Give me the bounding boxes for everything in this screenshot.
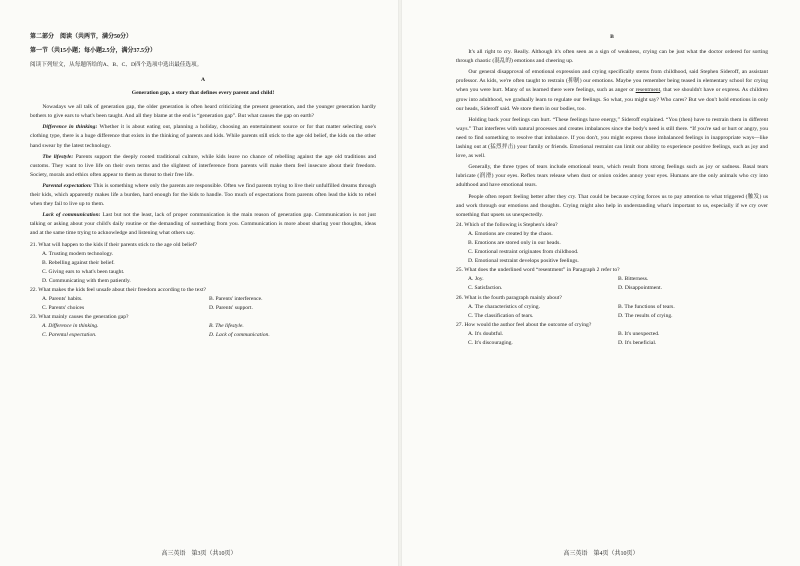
- paragraph: It's all right to cry. Really. Although it's often seen as a sign of weakness, crying can be just what the doctor ordered for sorting through chaotic (混乱的) emotions and cheering up.: [456, 49, 768, 65]
- option-row: [456, 284, 768, 293]
- questions-a: [30, 241, 376, 341]
- paragraph: Generally, the three types of tears include emotional tears, which result from strong feelings such as joy or sadness. Basal tears lubricate (润滑) your eyes. Reflex tears release when dust or onion oxides annoy your eyes. Humans are the only animals who cry into adulthood and have emotional tears.: [456, 164, 768, 189]
- answer-option[interactable]: D. Communicating with them patiently.: [42, 277, 131, 284]
- answer-option[interactable]: D. It's beneficial.: [618, 340, 657, 346]
- question-stem: 23. What mainly causes the generation gap?: [30, 314, 129, 321]
- page-footer: 高三英语 第4页（共10页）: [563, 551, 639, 557]
- answer-option[interactable]: A. It's doubtful.: [468, 330, 504, 337]
- answer-option[interactable]: A. Difference in thinking.: [42, 323, 99, 330]
- answer-option[interactable]: A. The characteristics of crying.: [468, 303, 540, 310]
- option-row: [30, 295, 376, 304]
- question-stem: 25. What does the underlined word “resentment” in Paragraph 2 refer to?: [456, 267, 620, 274]
- answer-option[interactable]: B. Emotions are stored only in our heads.: [468, 239, 561, 246]
- answer-option[interactable]: C. Parents' choices: [42, 305, 85, 312]
- option-row: [456, 303, 768, 312]
- answer-option[interactable]: A. Trusting modern technology.: [42, 250, 114, 257]
- paragraph: The lifestyle: Parents support the deeply rooted traditional culture, while kids leave no chance of rebelling against the age old traditions and customs. They want to live life on their own terms and the slightest of interference from parents will make them feel insecure about their freedom. Society, morals and ethics often appear to them as threat to their free life.: [30, 153, 376, 178]
- passage-letter-a: A: [200, 77, 206, 83]
- option-row: [30, 304, 376, 313]
- answer-option[interactable]: B. Bitterness.: [618, 276, 649, 283]
- answer-option[interactable]: B. The functions of tears.: [618, 303, 675, 310]
- option-row: [30, 331, 376, 340]
- answer-option[interactable]: A. Joy.: [468, 276, 484, 283]
- option-row: [456, 312, 768, 321]
- passage-a-body: [30, 103, 376, 238]
- page-footer: 高三英语 第3页（共10页）: [161, 551, 237, 557]
- answer-option[interactable]: C. Giving ears to what's been taught.: [42, 268, 125, 275]
- answer-option[interactable]: B. Parents' interference.: [209, 296, 263, 303]
- question-stem: 26. What is the fourth paragraph mainly about?: [456, 294, 562, 301]
- question-stem: 22. What makes the kids feel unsafe about their freedom according to the text?: [30, 286, 207, 293]
- answer-option[interactable]: C. Satisfaction.: [468, 285, 503, 292]
- answer-option[interactable]: B. Rebelling against their belief.: [42, 259, 115, 266]
- answer-option[interactable]: C. The classification of tears.: [468, 312, 534, 319]
- paragraph-label: Lack of communication:: [42, 212, 101, 219]
- answer-option[interactable]: C. Parental expectation.: [42, 332, 97, 339]
- answer-option[interactable]: A. Emotions are created by the chaos.: [468, 230, 553, 237]
- answer-option[interactable]: A. Parents' habits.: [42, 296, 83, 303]
- right-page: [402, 0, 800, 566]
- question-stem: 27. How would the author feel about the outcome of crying?: [456, 321, 592, 328]
- paragraph: Lack of communication: Last but not the least, lack of proper communication is the main reason of generation gap. Communication is not just talking or asking about your child's daily routine or the demanding of something from you. Communication is more about sharing your thoughts, ideas and at the same time trying to acknowledge and listening what others say.: [30, 212, 376, 237]
- question-stem: 24. Which of the following is Stephen's idea?: [456, 221, 558, 228]
- answer-option[interactable]: D. Emotional restraint develops positive feelings.: [468, 258, 579, 265]
- option-row: [456, 330, 768, 339]
- paragraph: Parental expectation: This is something where only the parents are responsible. Often we find parents trying to live their unfulfilled dreams through their kids, which apparently makes life a burden, hard enough for the kids to handle. Too much of expectations from parents often lead the kids to rebel when they fail to live up to them.: [30, 182, 376, 208]
- passage-letter-b: B: [610, 34, 614, 40]
- paragraph: Our general disapproval of emotional expression and crying specifically stems from childhood, said Stephen Sideroff, an assistant professor. As kids, we're often taught to restrain (抑制) our emotions. Maybe you remember being teased in elementary school for crying when you were hurt. Many of us learned there were feelings, such as anger or resentment, that we shouldn't have or express. As children grow into adulthood, we gradually learn to regulate our feelings. So what, you might say? Who cares? But we don't hold emotions in only our heads, Sideroff said. We store them in our bodies, too.: [456, 69, 768, 112]
- underlined-word: resentment: [635, 87, 661, 94]
- paragraph: Holding back your feelings can hurt. “These feelings have energy,” Sideroff explained. “You (then) have to restrain them in different ways.” That interferes with natural processes and creates imbalances since the body's need is still there. “If you're sad or hurt or angry, you need to find something to resolve that imbalance. If you don't, you might express those imbalanced feelings in inappropriate ways—like lashing out at (猛烈抨击) your family or friends. Emotional restraint can limit our ability to experience positive feelings, such as joy and love, as well.: [456, 116, 768, 160]
- answer-option[interactable]: B. The lifestyle.: [209, 323, 244, 330]
- paragraph: Difference in thinking: Whether it is about eating out, planning a holiday, choosing an entertainment source or for that matter selecting one's clothing type, there is a huge difference that exists in the thinking of parents and kids. While parents still stick to the age old belief, the kids on the other hand swear by the latest technology.: [30, 124, 376, 149]
- paragraph-label: The lifestyle:: [42, 153, 74, 160]
- subsection-header: 第一节（共15小题；每小题2.5分，满分37.5分）: [30, 48, 157, 54]
- answer-option[interactable]: C. It's discouraging.: [468, 340, 513, 346]
- answer-option[interactable]: D. Disappointment.: [618, 285, 662, 292]
- passage-b-body: [456, 48, 768, 220]
- answer-option[interactable]: C. Emotional restraint originates from childhood.: [468, 249, 579, 256]
- option-row: [456, 339, 768, 348]
- answer-option[interactable]: D. The results of crying.: [618, 312, 673, 319]
- paragraph-label: Parental expectation:: [42, 182, 92, 189]
- option-row: [456, 275, 768, 284]
- question-stem: 21. What will happen to the kids if their parents stick to the age old belief?: [30, 241, 198, 248]
- paragraph: People often report feeling better after they cry. That could be because crying forces us to pay attention to what triggered (触发) us and work through our emotions and thoughts. Crying might also help in understanding what's important to us, especially if we cry over something that upsets us unexpectedly.: [456, 193, 768, 218]
- instructions: 阅读下列短文，从每题所给的A、B、C、D四个选项中选出最佳选项。: [30, 62, 203, 68]
- answer-option[interactable]: B. It's unexpected.: [618, 330, 660, 337]
- paragraph: Nowadays we all talk of generation gap, the older generation is often heard criticizing the present generation, and the younger generation hardly bothers to give ears to what's been taught. And all they blame at the end is “generation gap”. But what causes the gap on earth?: [30, 104, 376, 120]
- answer-option[interactable]: D. Lack of communication.: [209, 332, 270, 339]
- option-row: [30, 322, 376, 331]
- section-header: 第二部分 阅读（共两节，满分50分）: [30, 34, 133, 40]
- left-page: [0, 0, 398, 566]
- questions-b: [456, 221, 768, 348]
- paragraph-label: Difference in thinking:: [42, 124, 98, 131]
- answer-option[interactable]: D. Parents' support.: [209, 305, 253, 312]
- passage-title: Generation gap, a story that defines every parent and child!: [131, 90, 275, 97]
